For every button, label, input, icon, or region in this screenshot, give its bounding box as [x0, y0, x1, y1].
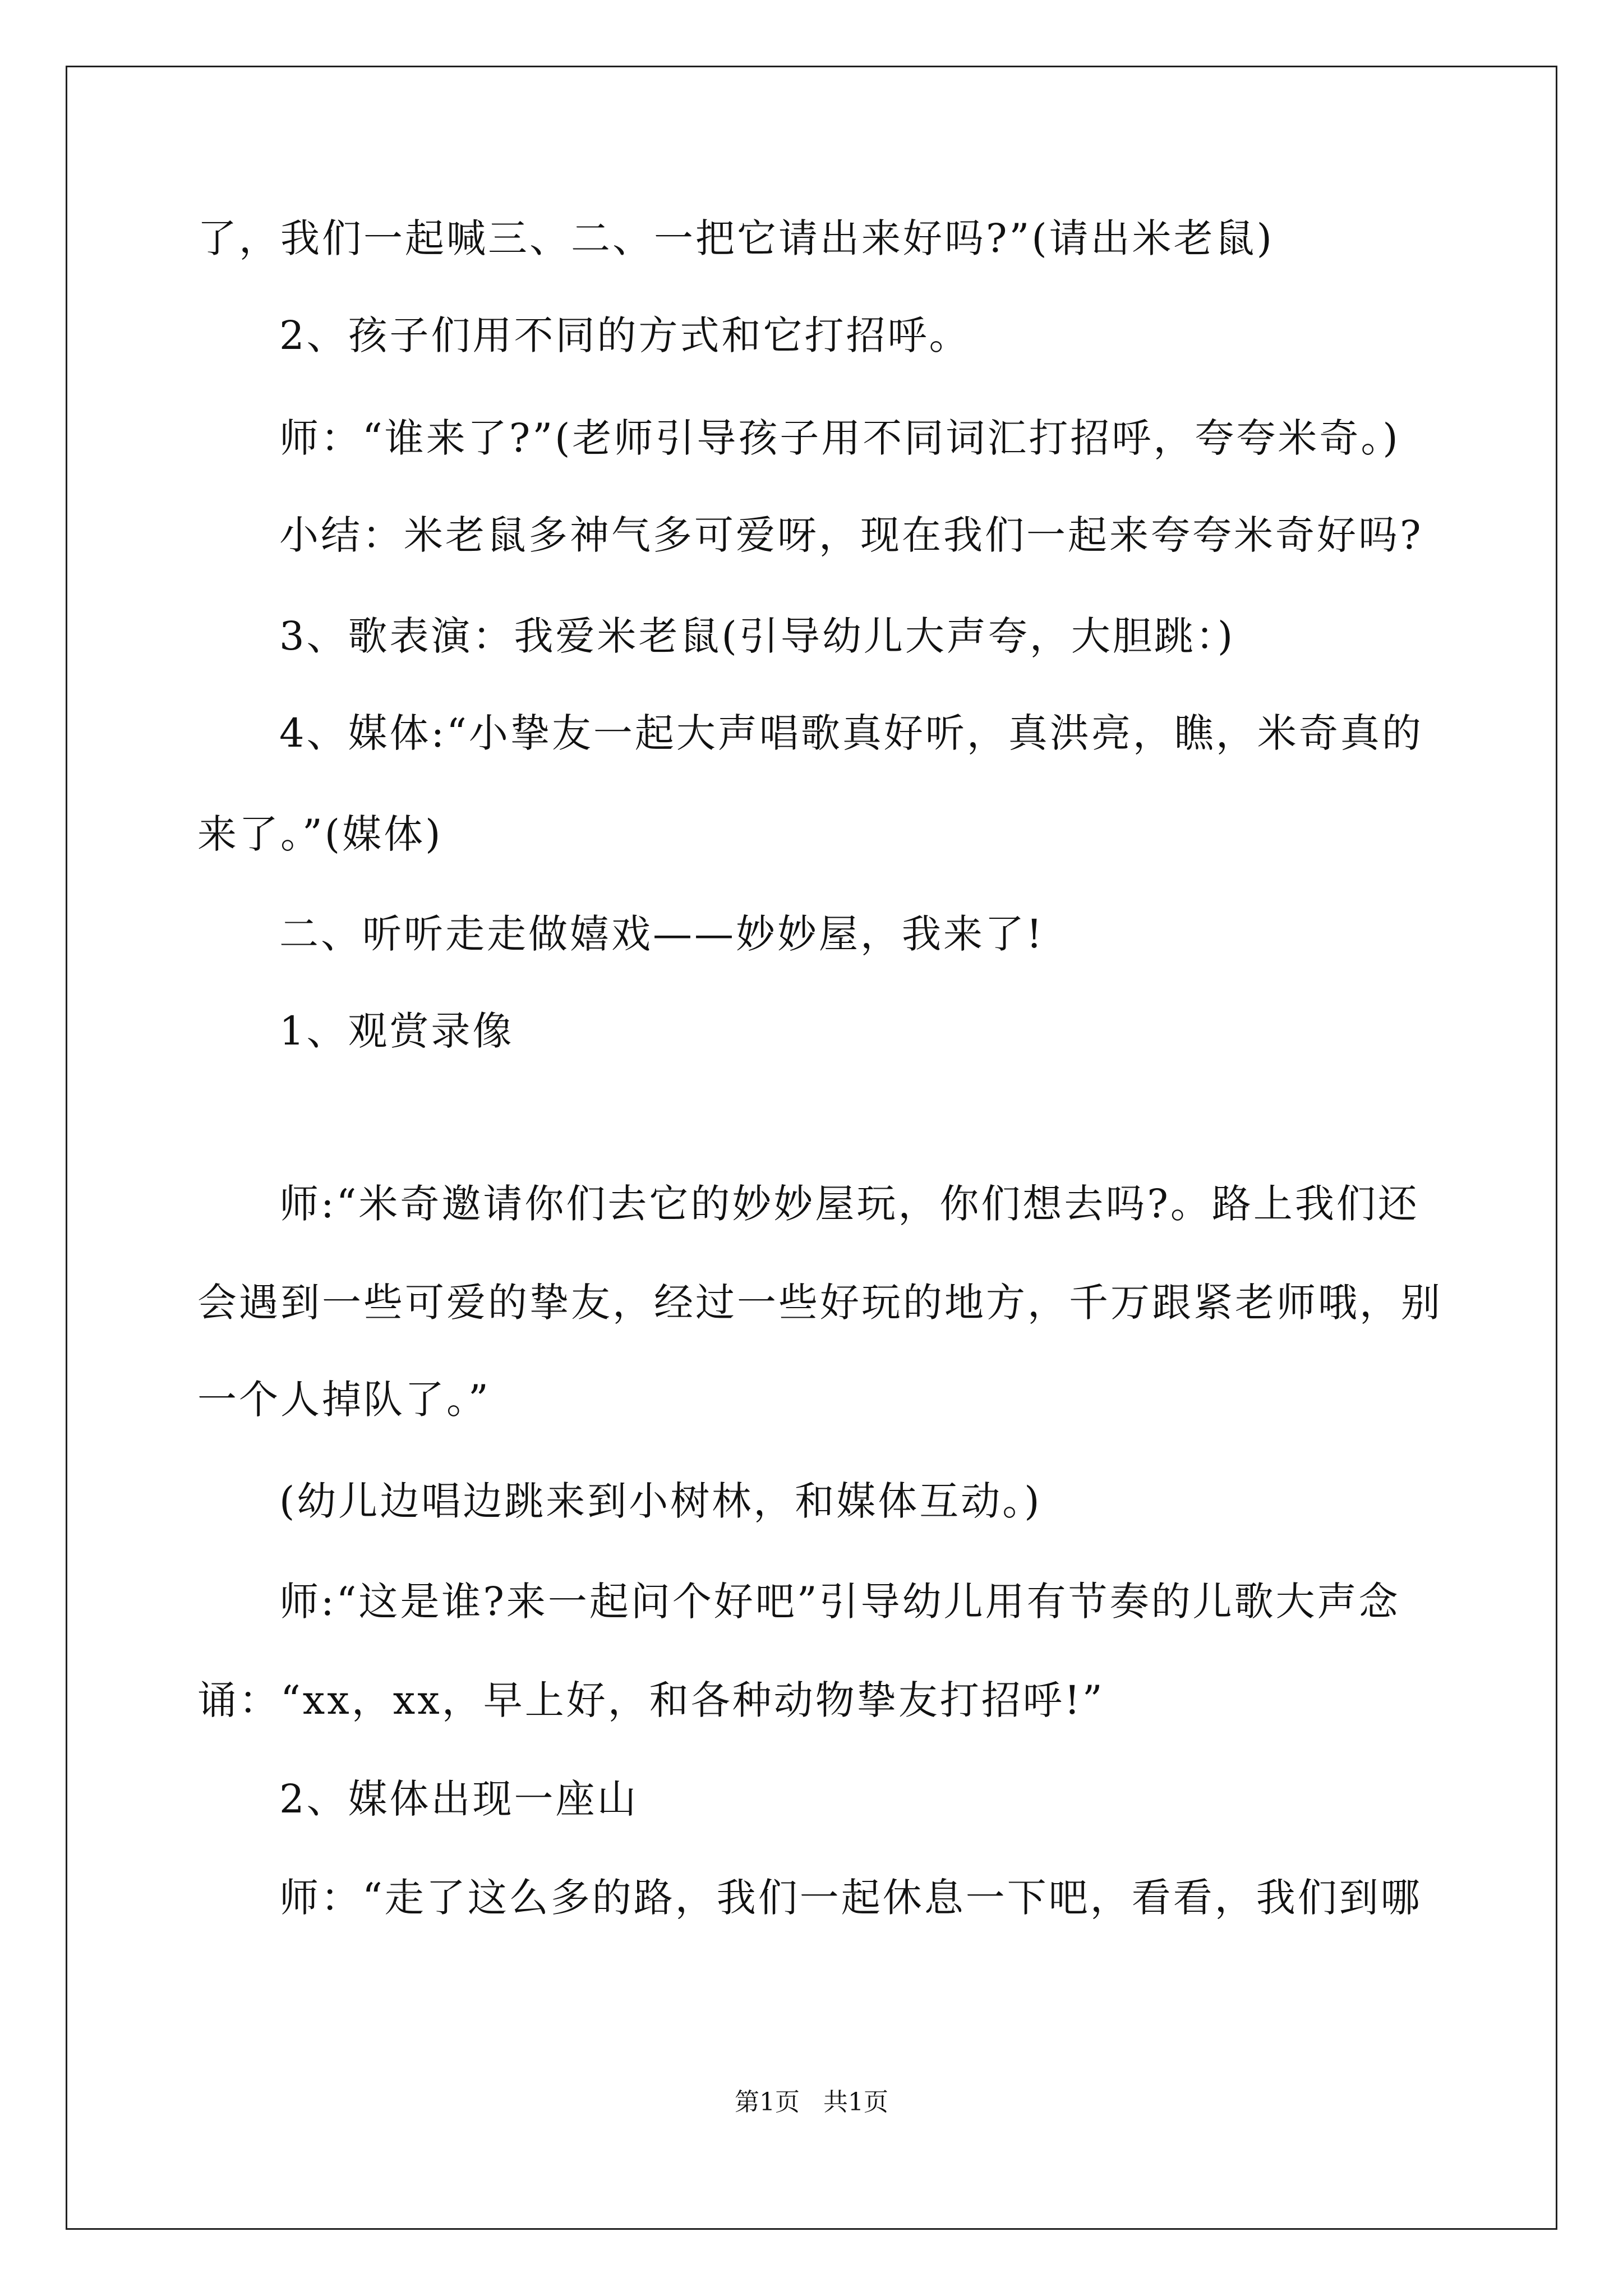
body-line-12: 一个人掉队了。”	[197, 1377, 491, 1423]
body-line-2: 2、孩子们用不同的方式和它打招呼。	[279, 312, 971, 358]
body-line-17: 师：“走了这么多的路，我们一起休息一下吧，看看，我们到哪	[279, 1875, 1422, 1921]
page-number-footer: 第1页 共1页	[735, 2088, 888, 2116]
body-line-3: 师：“谁来了?”(老师引导孩子用不同词汇打招呼，夸夸米奇。)	[279, 415, 1400, 461]
body-line-1: 了，我们一起喊三、二、一把它请出来好吗?”(请出米老鼠)	[197, 215, 1274, 261]
body-line-11: 会遇到一些可爱的挚友，经过一些好玩的地方，千万跟紧老师哦，别	[197, 1280, 1442, 1326]
body-line-15: 诵：“xx，xx，早上好，和各种动物挚友打招呼!”	[197, 1677, 1105, 1723]
body-line-8: 二、听听走走做嬉戏——妙妙屋，我来了!	[279, 911, 1045, 957]
body-line-10: 师:“米奇邀请你们去它的妙妙屋玩，你们想去吗?。路上我们还	[279, 1181, 1419, 1227]
body-line-6: 4、媒体:“小挚友一起大声唱歌真好听，真洪亮，瞧，米奇真的	[279, 710, 1423, 756]
body-line-13: (幼儿边唱边跳来到小树林，和媒体互动。)	[279, 1478, 1042, 1524]
body-line-16: 2、媒体出现一座山	[279, 1776, 639, 1822]
body-line-7: 来了。”(媒体)	[197, 811, 443, 857]
body-line-5: 3、歌表演：我爱米老鼠(引导幼儿大声夸，大胆跳：)	[279, 613, 1235, 659]
body-line-14: 师:“这是谁?来一起问个好吧”引导幼儿用有节奏的儿歌大声念	[279, 1579, 1400, 1625]
body-line-4: 小结：米老鼠多神气多可爱呀，现在我们一起来夸夸米奇好吗?	[279, 512, 1423, 558]
body-line-9: 1、观赏录像	[279, 1008, 514, 1054]
